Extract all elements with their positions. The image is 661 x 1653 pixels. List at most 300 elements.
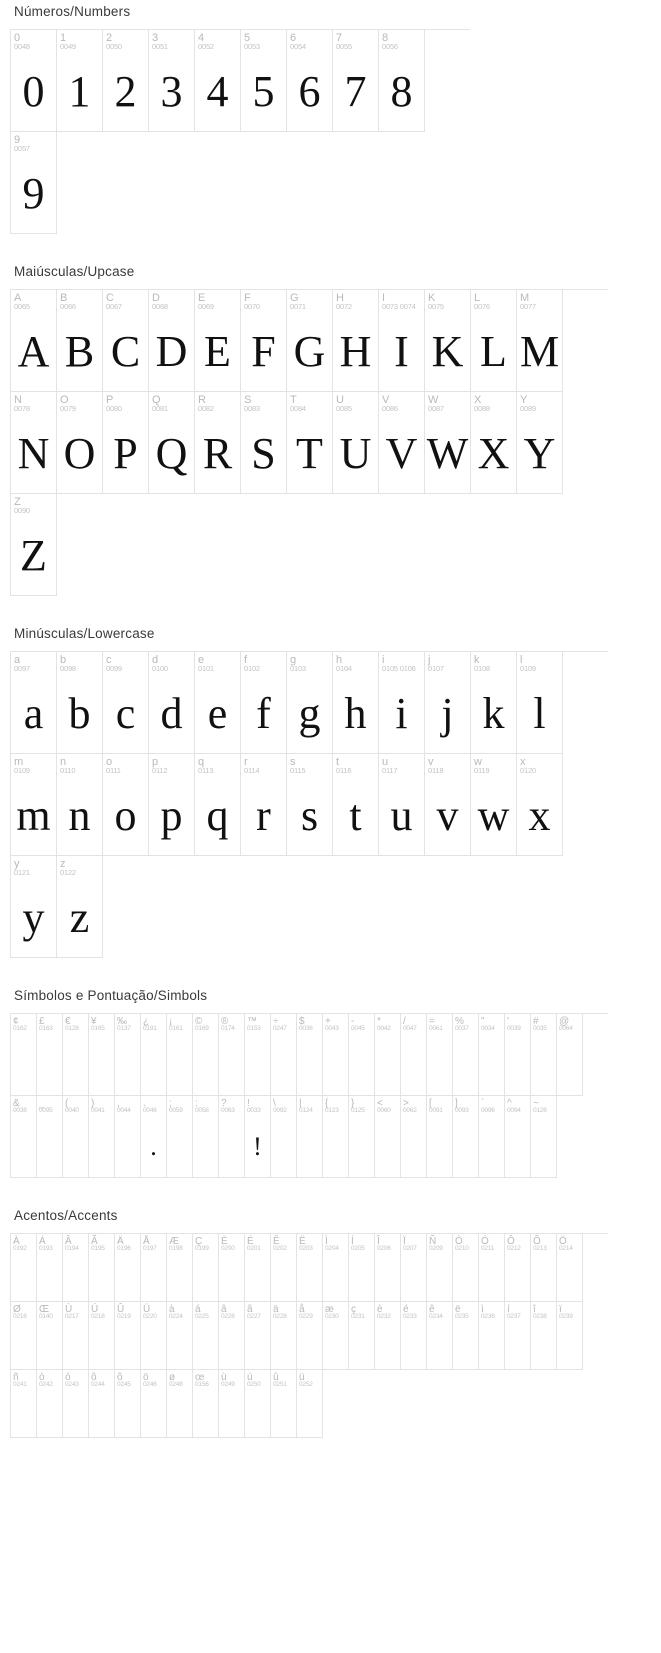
- glyph-meta: [63, 1370, 88, 1390]
- glyph-cell[interactable]: [323, 1302, 349, 1370]
- glyph-cell[interactable]: [89, 1234, 115, 1302]
- glyph-cell[interactable]: [11, 652, 57, 754]
- glyph-cell[interactable]: [287, 652, 333, 754]
- glyph-cell[interactable]: [141, 1234, 167, 1302]
- glyph-cell[interactable]: [193, 1014, 219, 1096]
- glyph-char-label: ': [507, 1016, 509, 1027]
- glyph-cell[interactable]: [517, 652, 563, 754]
- glyph-meta: [115, 1096, 140, 1116]
- glyph-cell[interactable]: [453, 1234, 479, 1302]
- glyph-code-label: 0244: [91, 1381, 105, 1388]
- glyph-cell[interactable]: [323, 1096, 349, 1178]
- glyph-cell[interactable]: [11, 1014, 37, 1096]
- glyph-code-label: 0249: [221, 1381, 235, 1388]
- glyph-render: Y: [523, 429, 556, 478]
- glyph-cell[interactable]: [219, 1096, 245, 1178]
- glyph-cell[interactable]: [195, 392, 241, 494]
- glyph-cell[interactable]: [11, 30, 57, 132]
- glyph-render: [297, 1116, 322, 1177]
- glyph-cell[interactable]: [479, 1302, 505, 1370]
- glyph-render: [401, 1254, 426, 1301]
- glyph-cell[interactable]: [11, 1370, 37, 1438]
- glyph-cell[interactable]: [349, 1302, 375, 1370]
- glyph-meta: [241, 652, 286, 674]
- glyph-cell[interactable]: [115, 1014, 141, 1096]
- glyph-meta: [379, 754, 424, 776]
- glyph-cell[interactable]: [505, 1234, 531, 1302]
- glyph-code-label: 0214: [559, 1245, 573, 1252]
- glyph-cell[interactable]: [375, 1096, 401, 1178]
- glyph-cell[interactable]: [195, 754, 241, 856]
- glyph-meta: [379, 652, 424, 674]
- glyph-cell[interactable]: [167, 1234, 193, 1302]
- section-title-accents: Acentos/Accents: [14, 1208, 118, 1223]
- glyph-cell[interactable]: [219, 1014, 245, 1096]
- glyph-char-label: 7: [336, 32, 343, 44]
- glyph-render: M: [519, 327, 560, 376]
- glyph-cell[interactable]: [89, 1370, 115, 1438]
- glyph-cell[interactable]: [141, 1302, 167, 1370]
- glyph-cell[interactable]: [89, 1302, 115, 1370]
- glyph-render: [531, 1254, 556, 1301]
- glyph-char-label: H: [336, 292, 344, 304]
- glyph-render: s: [300, 791, 319, 840]
- glyph-cell[interactable]: [167, 1302, 193, 1370]
- glyph-cell[interactable]: [425, 754, 471, 856]
- glyph-code-label: 0082: [198, 404, 214, 413]
- glyph-cell[interactable]: [115, 1302, 141, 1370]
- glyph-cell[interactable]: [517, 290, 563, 392]
- glyph-cell[interactable]: [149, 290, 195, 392]
- glyph-cell[interactable]: [557, 1014, 583, 1096]
- glyph-cell[interactable]: [427, 1014, 453, 1096]
- glyph-meta: [531, 1302, 556, 1322]
- glyph-cell[interactable]: [37, 1014, 63, 1096]
- glyph-meta: [271, 1234, 296, 1254]
- glyph-cell[interactable]: [401, 1302, 427, 1370]
- glyph-cell[interactable]: [379, 290, 425, 392]
- glyph-cell[interactable]: [531, 1096, 557, 1178]
- glyph-cell[interactable]: [287, 290, 333, 392]
- glyph-render: B: [64, 327, 95, 376]
- glyph-cell[interactable]: [167, 1096, 193, 1178]
- glyph-code-label: 0077: [520, 302, 536, 311]
- glyph-cell[interactable]: [193, 1302, 219, 1370]
- glyph-meta: [517, 392, 562, 414]
- glyph-meta: [219, 1014, 244, 1034]
- glyph-char-label: v: [428, 756, 434, 768]
- glyph-code-label: 0070: [244, 302, 260, 311]
- glyph-meta: [195, 392, 240, 414]
- glyph-cell[interactable]: [11, 1302, 37, 1370]
- glyph-cell[interactable]: [557, 1234, 583, 1302]
- glyph-cell[interactable]: [37, 1370, 63, 1438]
- glyph-render: [89, 1034, 114, 1095]
- glyph-char-label: €: [65, 1016, 71, 1027]
- glyph-code-label: 0108: [474, 664, 490, 673]
- glyph-render: [141, 1254, 166, 1301]
- glyph-render: K: [431, 327, 464, 376]
- glyph-meta: [193, 1302, 218, 1322]
- glyph-cell[interactable]: [219, 1302, 245, 1370]
- glyph-cell[interactable]: [271, 1234, 297, 1302]
- glyph-char-label: â: [221, 1304, 227, 1315]
- glyph-char-label: G: [290, 292, 299, 304]
- glyph-code-label: 0058: [195, 1107, 209, 1114]
- glyph-cell[interactable]: [287, 392, 333, 494]
- glyph-cell[interactable]: [453, 1014, 479, 1096]
- glyph-char-label: Ã: [91, 1236, 98, 1247]
- glyph-meta: [379, 392, 424, 414]
- glyph-code-label: 0109: [520, 664, 536, 673]
- glyph-code-label: 0197: [143, 1245, 157, 1252]
- glyph-cell[interactable]: [425, 290, 471, 392]
- glyph-code-label: 0225: [195, 1313, 209, 1320]
- glyph-char-label: @: [559, 1016, 570, 1027]
- glyph-meta: [11, 392, 56, 414]
- glyph-code-label: 0137: [117, 1025, 131, 1032]
- glyph-char-label: E: [198, 292, 206, 304]
- glyph-cell[interactable]: [103, 652, 149, 754]
- glyph-render: !: [253, 1131, 262, 1161]
- glyph-render: [453, 1116, 478, 1177]
- glyph-cell[interactable]: [375, 1302, 401, 1370]
- glyph-char-label: :: [195, 1098, 198, 1109]
- glyph-code-label: 0204: [325, 1245, 339, 1252]
- glyph-cell[interactable]: [167, 1014, 193, 1096]
- glyph-cell[interactable]: [297, 1234, 323, 1302]
- glyph-cell[interactable]: [245, 1096, 271, 1178]
- glyph-cell[interactable]: [89, 1014, 115, 1096]
- glyph-meta: [11, 1096, 36, 1116]
- glyph-cell[interactable]: [193, 1370, 219, 1438]
- glyph-render: [245, 1322, 270, 1369]
- glyph-cell[interactable]: [531, 1302, 557, 1370]
- glyph-cell[interactable]: [63, 1302, 89, 1370]
- glyph-cell[interactable]: [11, 1234, 37, 1302]
- glyph-meta: [349, 1096, 374, 1116]
- glyph-meta: [57, 652, 102, 674]
- glyph-cell[interactable]: [479, 1234, 505, 1302]
- glyph-cell[interactable]: [103, 392, 149, 494]
- glyph-cell[interactable]: [195, 30, 241, 132]
- glyph-cell[interactable]: [11, 856, 57, 958]
- glyph-cell[interactable]: [193, 1234, 219, 1302]
- glyph-render: [63, 1034, 88, 1095]
- glyph-cell[interactable]: [297, 1014, 323, 1096]
- glyph-code-label: 0242: [39, 1381, 53, 1388]
- glyph-meta: [427, 1014, 452, 1034]
- glyph-code-label: 0211: [481, 1245, 495, 1252]
- glyph-render: [63, 1116, 88, 1177]
- glyph-code-label: 0039: [507, 1025, 521, 1032]
- glyph-render: m: [16, 791, 51, 840]
- glyph-meta: [167, 1370, 192, 1390]
- glyph-cell[interactable]: [379, 392, 425, 494]
- glyph-cell[interactable]: [37, 1096, 63, 1178]
- glyph-cell[interactable]: [63, 1234, 89, 1302]
- glyph-char-label: Û: [117, 1304, 125, 1315]
- glyph-meta: [333, 392, 378, 414]
- glyph-cell[interactable]: [219, 1234, 245, 1302]
- glyph-char-label: M: [520, 292, 530, 304]
- glyph-cell[interactable]: [245, 1234, 271, 1302]
- glyph-cell[interactable]: [427, 1302, 453, 1370]
- glyph-char-label: è: [377, 1304, 383, 1315]
- glyph-render: T: [296, 429, 323, 478]
- glyph-render: [219, 1034, 244, 1095]
- glyph-cell[interactable]: [531, 1234, 557, 1302]
- glyph-meta: [115, 1370, 140, 1390]
- glyph-char-label: ;: [169, 1098, 172, 1109]
- glyph-cell[interactable]: [425, 652, 471, 754]
- glyph-cell[interactable]: [349, 1096, 375, 1178]
- glyph-char-label: Ê: [273, 1236, 280, 1247]
- glyph-code-label: 0231: [351, 1313, 365, 1320]
- glyph-cell[interactable]: [241, 290, 287, 392]
- glyph-cell[interactable]: [63, 1014, 89, 1096]
- glyph-cell[interactable]: [37, 1302, 63, 1370]
- glyph-char-label: 0: [14, 32, 21, 44]
- glyph-cell[interactable]: [531, 1014, 557, 1096]
- glyph-cell[interactable]: [453, 1096, 479, 1178]
- glyph-char-label: U: [336, 394, 344, 406]
- glyph-code-label: 0162: [13, 1025, 27, 1032]
- glyph-char-label: Œ: [39, 1304, 49, 1315]
- glyph-cell[interactable]: [57, 754, 103, 856]
- glyph-cell[interactable]: [271, 1370, 297, 1438]
- glyph-meta: [297, 1370, 322, 1390]
- glyph-cell[interactable]: [219, 1370, 245, 1438]
- section-title-uppercase: Maiúsculas/Upcase: [14, 264, 135, 279]
- glyph-cell[interactable]: [141, 1014, 167, 1096]
- glyph-cell[interactable]: [57, 652, 103, 754]
- glyph-cell[interactable]: [149, 392, 195, 494]
- glyph-cell[interactable]: [401, 1234, 427, 1302]
- glyph-meta: [425, 290, 470, 312]
- glyph-cell[interactable]: [479, 1014, 505, 1096]
- glyph-meta: [479, 1014, 504, 1034]
- glyph-cell[interactable]: [453, 1302, 479, 1370]
- glyph-cell[interactable]: [323, 1014, 349, 1096]
- glyph-render: H: [339, 327, 372, 376]
- glyph-code-label: 0206: [377, 1245, 391, 1252]
- glyph-char-label: ,: [117, 1098, 120, 1109]
- glyph-char-label: X: [474, 394, 482, 406]
- glyph-cell[interactable]: [141, 1370, 167, 1438]
- glyph-cell[interactable]: [271, 1096, 297, 1178]
- glyph-render: [297, 1254, 322, 1301]
- glyph-meta: [115, 1014, 140, 1034]
- glyph-cell[interactable]: [245, 1302, 271, 1370]
- glyph-cell[interactable]: [333, 754, 379, 856]
- glyph-char-label: ™: [247, 1016, 257, 1027]
- glyph-cell[interactable]: [557, 1302, 583, 1370]
- glyph-cell[interactable]: [479, 1096, 505, 1178]
- glyph-cell[interactable]: [323, 1234, 349, 1302]
- glyph-code-label: 0040: [65, 1107, 79, 1114]
- glyph-cell[interactable]: [375, 1234, 401, 1302]
- glyph-cell[interactable]: [245, 1014, 271, 1096]
- glyph-meta: [149, 392, 194, 414]
- glyph-render: [375, 1116, 400, 1177]
- glyph-char-label: 5: [244, 32, 251, 44]
- glyph-render: 6: [298, 67, 321, 116]
- glyph-char-label: û: [273, 1372, 279, 1383]
- glyph-render: [297, 1322, 322, 1369]
- glyph-cell[interactable]: [149, 30, 195, 132]
- glyph-meta: [379, 290, 424, 312]
- glyph-cell[interactable]: [297, 1302, 323, 1370]
- glyph-cell[interactable]: [349, 1234, 375, 1302]
- glyph-cell[interactable]: [505, 1302, 531, 1370]
- glyph-char-label: ©: [195, 1016, 203, 1027]
- glyph-cell[interactable]: [425, 392, 471, 494]
- glyph-cell[interactable]: [349, 1014, 375, 1096]
- glyph-cell[interactable]: [401, 1014, 427, 1096]
- glyph-code-label: 0101: [198, 664, 214, 673]
- glyph-cell[interactable]: [379, 30, 425, 132]
- glyph-cell[interactable]: [505, 1014, 531, 1096]
- glyph-cell[interactable]: [517, 754, 563, 856]
- glyph-code-label: 0120: [520, 766, 536, 775]
- glyph-render: [63, 1254, 88, 1301]
- glyph-cell[interactable]: [471, 754, 517, 856]
- glyph-cell[interactable]: [297, 1096, 323, 1178]
- glyph-cell[interactable]: [57, 392, 103, 494]
- glyph-cell[interactable]: [427, 1096, 453, 1178]
- glyph-cell[interactable]: [427, 1234, 453, 1302]
- glyph-cell[interactable]: [11, 494, 57, 596]
- glyph-cell[interactable]: [167, 1370, 193, 1438]
- glyph-meta: [195, 652, 240, 674]
- glyph-render: [479, 1254, 504, 1301]
- glyph-cell[interactable]: [115, 1370, 141, 1438]
- glyph-cell[interactable]: [57, 290, 103, 392]
- glyph-cell[interactable]: [379, 754, 425, 856]
- glyph-cell[interactable]: [241, 652, 287, 754]
- glyph-render: [297, 1034, 322, 1095]
- glyph-cell[interactable]: [37, 1234, 63, 1302]
- glyph-render: [37, 1390, 62, 1437]
- glyph-cell[interactable]: [287, 30, 333, 132]
- glyph-cell[interactable]: [141, 1096, 167, 1178]
- glyph-code-label: 0234: [429, 1313, 443, 1320]
- glyph-cell[interactable]: [297, 1370, 323, 1438]
- glyph-cell[interactable]: [115, 1096, 141, 1178]
- glyph-cell[interactable]: [287, 754, 333, 856]
- glyph-meta: [37, 1014, 62, 1034]
- glyph-cell[interactable]: [271, 1014, 297, 1096]
- glyph-code-label: 0073 0074: [382, 302, 416, 311]
- glyph-char-label: y: [14, 858, 20, 870]
- glyph-char-label: u: [382, 756, 389, 768]
- glyph-meta: [245, 1302, 270, 1322]
- glyph-render: [63, 1322, 88, 1369]
- glyph-cell[interactable]: [103, 30, 149, 132]
- glyph-cell[interactable]: [379, 652, 425, 754]
- glyph-render: b: [68, 689, 91, 738]
- glyph-char-label: Ñ: [429, 1236, 437, 1247]
- glyph-meta: [11, 30, 56, 52]
- glyph-char-label: Î: [377, 1236, 380, 1247]
- glyph-cell[interactable]: [333, 30, 379, 132]
- glyph-cell[interactable]: [115, 1234, 141, 1302]
- glyph-code-label: 0116: [336, 766, 352, 775]
- glyph-meta: [37, 1370, 62, 1390]
- glyph-render: [141, 1390, 166, 1437]
- glyph-cell[interactable]: [517, 392, 563, 494]
- glyph-cell[interactable]: [505, 1096, 531, 1178]
- glyph-cell[interactable]: [63, 1370, 89, 1438]
- glyph-code-label: 0125: [351, 1107, 365, 1114]
- glyph-render: [505, 1116, 530, 1177]
- glyph-code-label: 0102: [244, 664, 260, 673]
- glyph-cell[interactable]: [149, 652, 195, 754]
- glyph-code-label: 0084: [290, 404, 306, 413]
- glyph-meta: [241, 290, 286, 312]
- glyph-code-label: 0219: [117, 1313, 131, 1320]
- glyph-cell[interactable]: [333, 290, 379, 392]
- glyph-cell[interactable]: [333, 392, 379, 494]
- glyph-cell[interactable]: [241, 392, 287, 494]
- glyph-render: x: [528, 791, 551, 840]
- glyph-code-label: 0119: [474, 766, 490, 775]
- glyph-cell[interactable]: [193, 1096, 219, 1178]
- glyph-cell[interactable]: [271, 1302, 297, 1370]
- glyph-cell[interactable]: [57, 30, 103, 132]
- glyph-cell[interactable]: [11, 132, 57, 234]
- glyph-code-label: 0195: [91, 1245, 105, 1252]
- glyph-render: [349, 1116, 374, 1177]
- glyph-cell[interactable]: [57, 856, 103, 958]
- glyph-cell[interactable]: [195, 290, 241, 392]
- glyph-cell[interactable]: [11, 290, 57, 392]
- glyph-cell[interactable]: [401, 1096, 427, 1178]
- glyph-cell[interactable]: [241, 30, 287, 132]
- glyph-cell[interactable]: [471, 392, 517, 494]
- glyph-cell[interactable]: [333, 652, 379, 754]
- glyph-cell[interactable]: [11, 1096, 37, 1178]
- glyph-render: [479, 1034, 504, 1095]
- glyph-cell[interactable]: [11, 754, 57, 856]
- glyph-char-label: Ç: [195, 1236, 203, 1247]
- glyph-char-label: w: [474, 756, 482, 768]
- glyph-char-label: å: [299, 1304, 305, 1315]
- glyph-cell[interactable]: [241, 754, 287, 856]
- glyph-render: [427, 1322, 452, 1369]
- glyph-cell[interactable]: [195, 652, 241, 754]
- glyph-meta: [149, 30, 194, 52]
- glyph-cell[interactable]: [471, 652, 517, 754]
- glyph-cell[interactable]: [375, 1014, 401, 1096]
- glyph-cell[interactable]: [149, 754, 195, 856]
- glyph-cell[interactable]: [11, 392, 57, 494]
- glyph-cell[interactable]: [471, 290, 517, 392]
- glyph-cell[interactable]: [103, 290, 149, 392]
- glyph-render: [63, 1390, 88, 1437]
- glyph-meta: [531, 1096, 556, 1116]
- glyph-cell[interactable]: [89, 1096, 115, 1178]
- glyph-code-label: 0205: [351, 1245, 365, 1252]
- glyph-cell[interactable]: [245, 1370, 271, 1438]
- glyph-char-label: N: [14, 394, 22, 406]
- glyph-char-label: 8: [382, 32, 389, 44]
- glyph-cell[interactable]: [103, 754, 149, 856]
- glyph-code-label: 0103: [290, 664, 306, 673]
- glyph-meta: [471, 652, 516, 674]
- glyph-cell[interactable]: [63, 1096, 89, 1178]
